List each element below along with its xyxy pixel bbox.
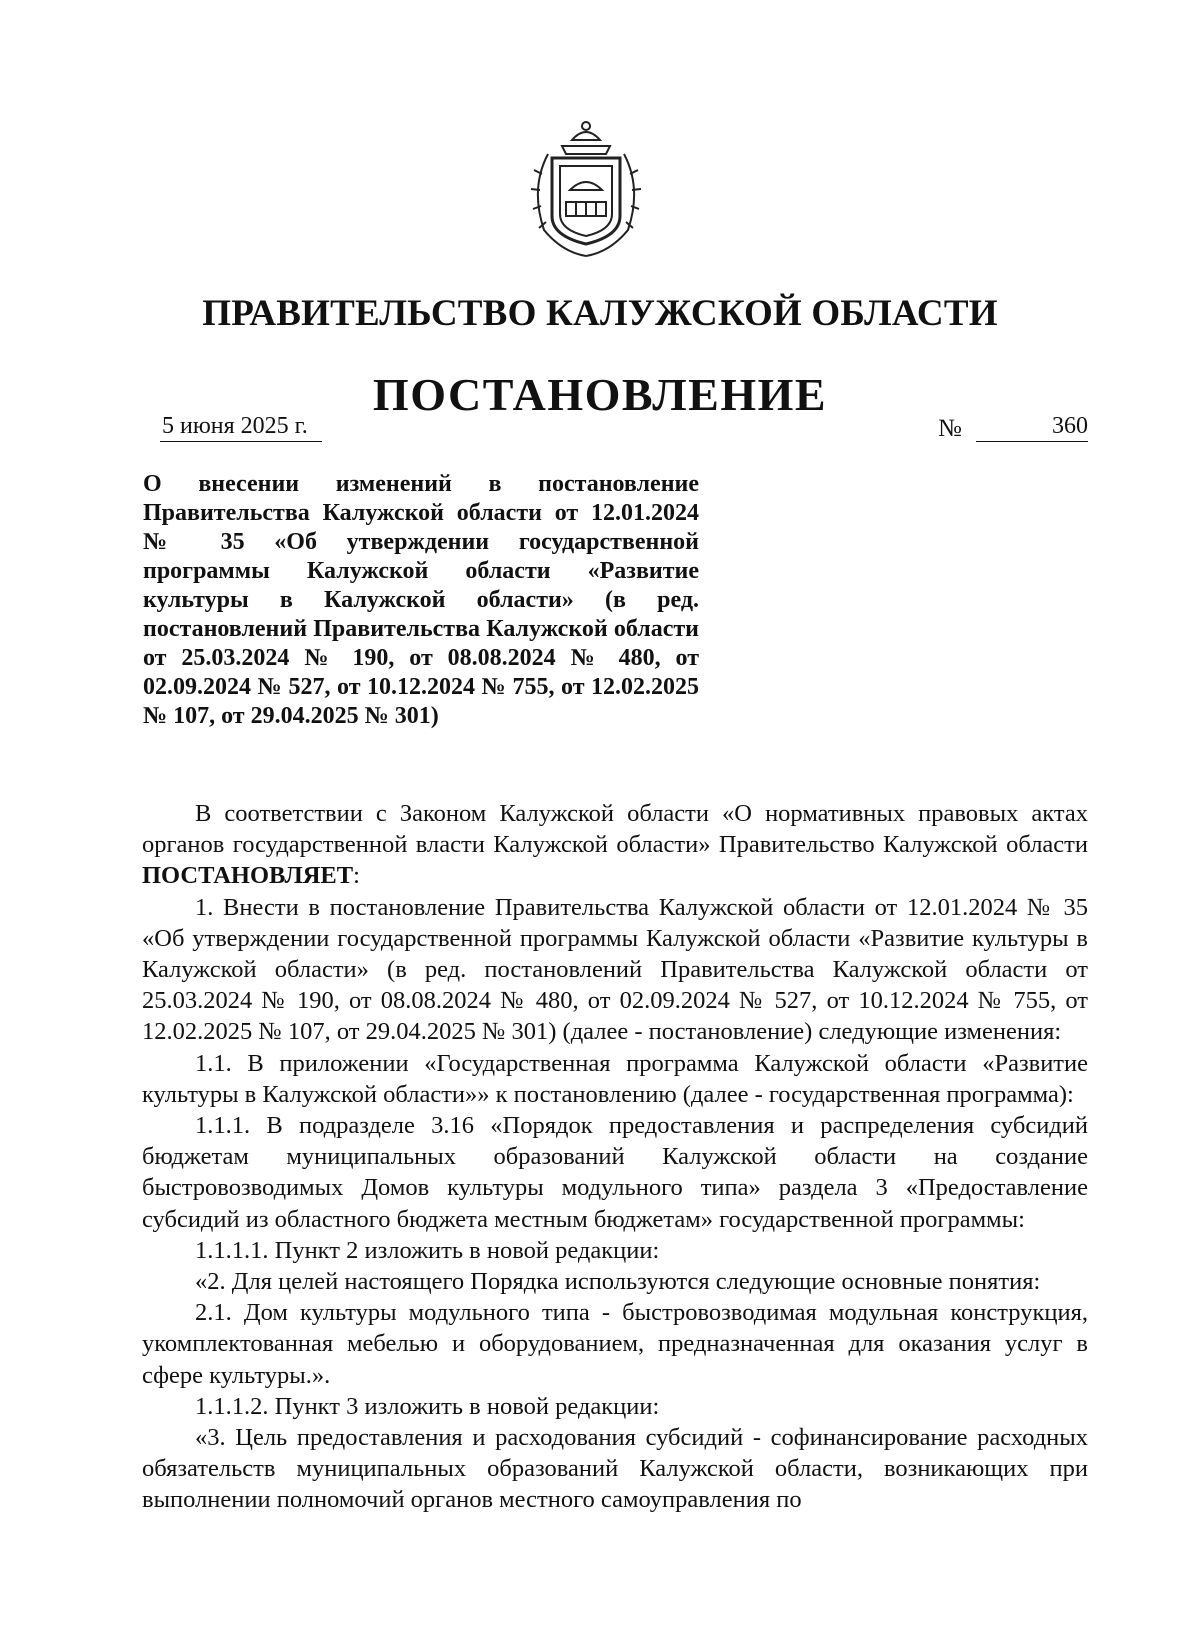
number-label: № bbox=[938, 415, 962, 442]
preamble-end: : bbox=[353, 862, 360, 890]
paragraph: 1.1.1.1. Пункт 2 изложить в новой редакции: bbox=[195, 1236, 660, 1264]
paragraph: 1.1.1.2. Пункт 3 изложить в новой редакции: bbox=[195, 1392, 660, 1420]
document-number: 360 bbox=[976, 413, 1088, 442]
document-body bbox=[142, 798, 1088, 1516]
preamble bbox=[142, 798, 1088, 892]
coat-of-arms-icon bbox=[522, 118, 650, 260]
preamble-text: В соответствии с Законом Калужской области «О нормативных правовых актах органов государственной власти Калужской области» Правительство Калужской области bbox=[142, 800, 1088, 859]
organization-name: ПРАВИТЕЛЬСТВО КАЛУЖСКОЙ ОБЛАСТИ bbox=[202, 293, 998, 334]
paragraph: 1.1. В приложении «Государственная программа Калужской области «Развитие культуры в Калужской области»» к постановлению (далее - государственная программа): bbox=[142, 1049, 1088, 1108]
paragraph: 2.1. Дом культуры модульного типа - быстровозводимая модульная конструкция, укомплектованная мебелью и оборудованием, предназначенная для оказания услуг в сфере культуры.». bbox=[142, 1299, 1088, 1389]
paragraph: «2. Для целей настоящего Порядка используются следующие основные понятия: bbox=[195, 1268, 1041, 1296]
document-type: ПОСТАНОВЛЕНИЕ bbox=[372, 369, 828, 420]
document-heading: О внесении изменений в постановление Правительства Калужской области от 12.01.2024 № 35 «Об утверждении государственной программы Калужской области «Развитие культуры в Калужской области» (в ред. постановлений Правительства Калужской области от 25.03.2024 № 190, от 08.08.2024 № 480, от 02.09.2024 № 527, от 10.12.2024 № 755, от 12.02.2025 № 107, от 29.04.2025 № 301) bbox=[143, 471, 699, 729]
preamble-keyword: ПОСТАНОВЛЯЕТ bbox=[142, 862, 354, 890]
paragraph: 1.1.1. В подразделе 3.16 «Порядок предоставления и распределения субсидий бюджетам муниципальных образований Калужской области на создание быстровозводимых Домов культуры модульного типа» раздела 3 «Предоставление субсидий из областного бюджета местным бюджетам» государственной программы: bbox=[142, 1112, 1088, 1233]
paragraph: «3. Цель предоставления и расходования субсидий - софинансирование расходных обязательств муниципальных образований Калужской области, возникающих при выполнении полномочий органов местного самоуправления по bbox=[142, 1424, 1088, 1514]
paragraph: 1. Внести в постановление Правительства Калужской области от 12.01.2024 № 35 «Об утверждении государственной программы Калужской области «Развитие культуры в Калужской области» (в ред. постановлений Правительства Калужской области от 25.03.2024 № 190, от 08.08.2024 № 480, от 02.09.2024 № 527, от 10.12.2024 № 755, от 12.02.2025 № 107, от 29.04.2025 № 301) (далее - постановление) следующие изменения: bbox=[142, 893, 1088, 1046]
document-date: 5 июня 2025 г. bbox=[160, 413, 322, 442]
